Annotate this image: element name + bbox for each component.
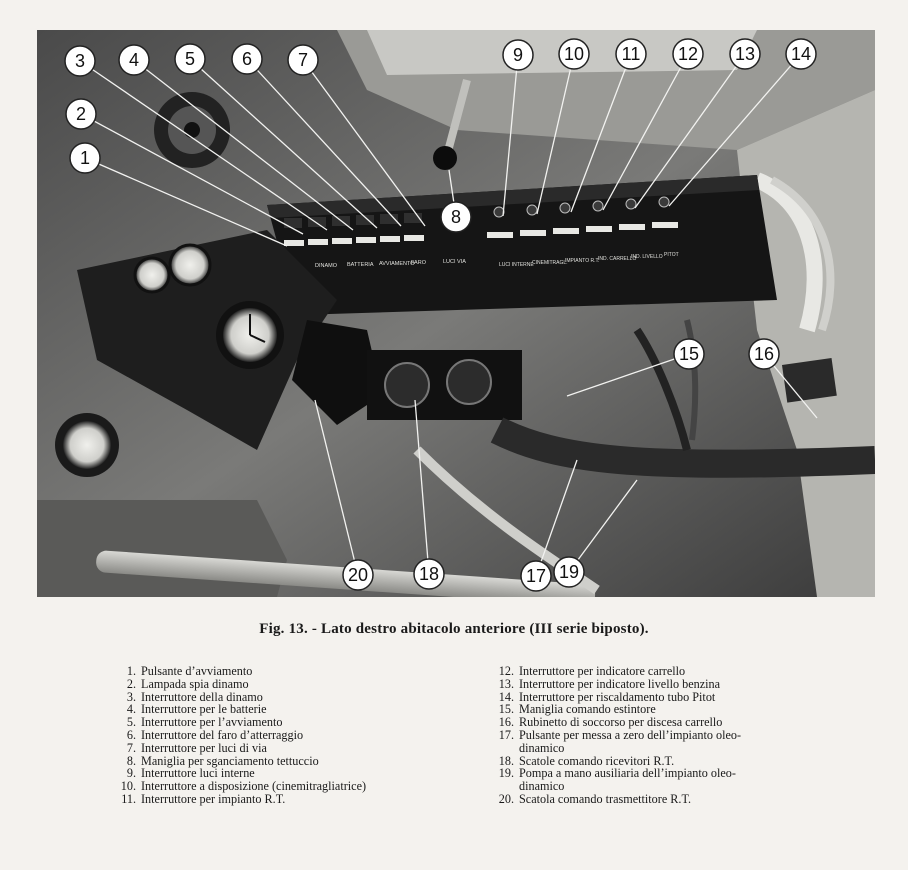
legend-text: Rubinetto di soccorso per discesa carrello — [519, 715, 723, 730]
legend-number: 13. — [498, 676, 514, 691]
callout-number: 4 — [128, 50, 140, 70]
callout-badge — [175, 44, 205, 74]
legend-number: 11. — [121, 791, 136, 806]
panel-label: IMPIANTO R.T. — [565, 258, 600, 264]
callout-badge — [441, 202, 471, 232]
callout-badge — [673, 39, 703, 69]
panel-label: LUCI VIA — [443, 259, 466, 265]
legend-text: Lampada spia dinamo — [141, 676, 249, 691]
callout-number: 14 — [790, 44, 812, 64]
legend-text-continuation: dinamico — [519, 740, 565, 755]
switch-label-plate — [356, 237, 376, 243]
callout-number: 6 — [241, 49, 253, 69]
callout-number: 3 — [74, 51, 86, 71]
figure-caption: Fig. 13. - Lato destro abitacolo anteriore (III serie biposto). — [259, 621, 649, 637]
callout-badge — [749, 339, 779, 369]
switch-label-plate — [619, 224, 645, 230]
legend-number: 16. — [498, 715, 514, 730]
legend-number: 18. — [498, 753, 514, 768]
legend-item — [490, 793, 835, 806]
legend-number: 19. — [498, 766, 514, 781]
callout-number: 17 — [525, 566, 547, 586]
legend-text: Pompa a mano ausiliaria dell’impianto oleo- — [519, 766, 736, 781]
switch-label-plate — [586, 226, 612, 232]
callout-number: 1 — [79, 148, 91, 168]
legend-item — [112, 742, 482, 755]
legend-text: Interruttore per luci di via — [141, 740, 267, 755]
legend-text: Interruttore per l’avviamento — [141, 715, 283, 730]
legend-text: Interruttore a disposizione (cinemitragliatrice) — [141, 779, 367, 794]
legend-number: 8. — [126, 753, 136, 768]
legend-right — [490, 665, 835, 806]
legend-number: 6. — [126, 727, 136, 742]
legend-number: 3. — [126, 689, 136, 704]
legend-item — [490, 729, 835, 742]
switch-toggle — [659, 197, 669, 207]
callout-number: 8 — [450, 207, 462, 227]
callout-number: 13 — [734, 44, 756, 64]
legend-text: Pulsante d’avviamento — [141, 664, 253, 678]
legend-item — [112, 729, 482, 742]
switch-toggle — [527, 205, 537, 215]
legend-text: Interruttore per le batterie — [141, 702, 267, 717]
legend-item — [112, 665, 482, 678]
panel-label: LUCI INTERNE — [499, 262, 534, 268]
legend-text: Interruttore per riscaldamento tubo Pitot — [519, 689, 716, 704]
legend-number: 12. — [498, 664, 514, 678]
switch-label-plate — [652, 222, 678, 228]
legend-number: 2. — [126, 676, 136, 691]
legend-text: Interruttore della dinamo — [141, 689, 263, 704]
callout-number: 20 — [347, 565, 369, 585]
legend-text: Maniglia per sganciamento tettuccio — [141, 753, 319, 768]
panel-label: IND. CARRELLO — [598, 256, 637, 262]
callout-badge — [232, 44, 262, 74]
legend-text: Scatole comando ricevitori R.T. — [519, 753, 675, 768]
switch-label-plate — [308, 239, 328, 245]
legend-left — [112, 665, 482, 806]
callout-number: 19 — [558, 562, 580, 582]
legend-text-continuation: dinamico — [519, 779, 565, 794]
callout-number: 10 — [563, 44, 585, 64]
panel-label: IND. LIVELLO — [631, 254, 663, 260]
switch-label-plate — [332, 238, 352, 244]
panel-label: AVVIAMENTO — [379, 261, 415, 267]
switch-label-plate — [380, 236, 400, 242]
legend-number: 15. — [498, 702, 514, 717]
legend-number: 7. — [126, 740, 136, 755]
switch-toggle — [626, 199, 636, 209]
legend-text: Pulsante per messa a zero dell’impianto oleo- — [519, 727, 742, 742]
legend-item — [490, 665, 835, 678]
callout-badge — [414, 559, 444, 589]
legend-number: 9. — [126, 766, 136, 781]
legend-item — [490, 678, 835, 691]
switch-toggle — [284, 218, 302, 228]
callout-badge — [65, 46, 95, 76]
switch-toggle — [560, 203, 570, 213]
panel-label: DINAMO — [315, 263, 337, 269]
legend-text: Interruttore del faro d’atterraggio — [141, 727, 304, 742]
legend-number: 5. — [126, 715, 136, 730]
callout-number: 15 — [678, 344, 700, 364]
legend-number: 10. — [120, 779, 136, 794]
callout-badge — [616, 39, 646, 69]
legend-item — [112, 678, 482, 691]
callout-badge — [343, 560, 373, 590]
panel-label: PITOT — [664, 252, 679, 258]
legend-text: Interruttore per impianto R.T. — [141, 791, 286, 806]
switch-label-plate — [284, 240, 304, 246]
legend-item — [112, 793, 482, 806]
switch-toggle — [593, 201, 603, 211]
switch-label-plate — [487, 232, 513, 238]
callout-badge — [521, 561, 551, 591]
callout-number: 5 — [184, 49, 196, 69]
callout-number: 12 — [677, 44, 699, 64]
panel-label: FARO — [411, 260, 426, 266]
callout-number: 7 — [297, 50, 309, 70]
callout-badge — [559, 39, 589, 69]
panel-label: CINEMITRAGL. — [532, 260, 568, 266]
switch-label-plate — [404, 235, 424, 241]
legend-text: Maniglia comando estintore — [519, 702, 656, 717]
callout-number: 16 — [753, 344, 775, 364]
callout-number: 18 — [418, 564, 440, 584]
callout-badge — [288, 45, 318, 75]
callout-badge — [503, 40, 533, 70]
switch-label-plate — [520, 230, 546, 236]
callout-badge — [674, 339, 704, 369]
legend-text: Interruttore per indicatore carrello — [519, 664, 686, 678]
callout-badge — [70, 143, 100, 173]
callout-number: 2 — [75, 104, 87, 124]
legend-text: Interruttore luci interne — [141, 766, 255, 781]
callout-badge — [66, 99, 96, 129]
callout-badge — [786, 39, 816, 69]
callout-badge — [554, 557, 584, 587]
legend-number: 4. — [126, 702, 136, 717]
callout-badge — [119, 45, 149, 75]
switch-label-plate — [553, 228, 579, 234]
legend-text: Interruttore per indicatore livello benzina — [519, 676, 721, 691]
legend-text: Scatola comando trasmettitore R.T. — [519, 791, 692, 806]
callout-number: 9 — [512, 45, 524, 65]
panel-label: BATTERIA — [347, 262, 374, 268]
callout-badge — [730, 39, 760, 69]
callout-number: 11 — [621, 44, 641, 64]
legend-number: 17. — [498, 727, 514, 742]
legend-number: 14. — [498, 689, 514, 704]
legend-number: 1. — [126, 664, 136, 678]
legend-number: 20. — [498, 791, 514, 806]
cockpit-photo — [37, 30, 875, 597]
